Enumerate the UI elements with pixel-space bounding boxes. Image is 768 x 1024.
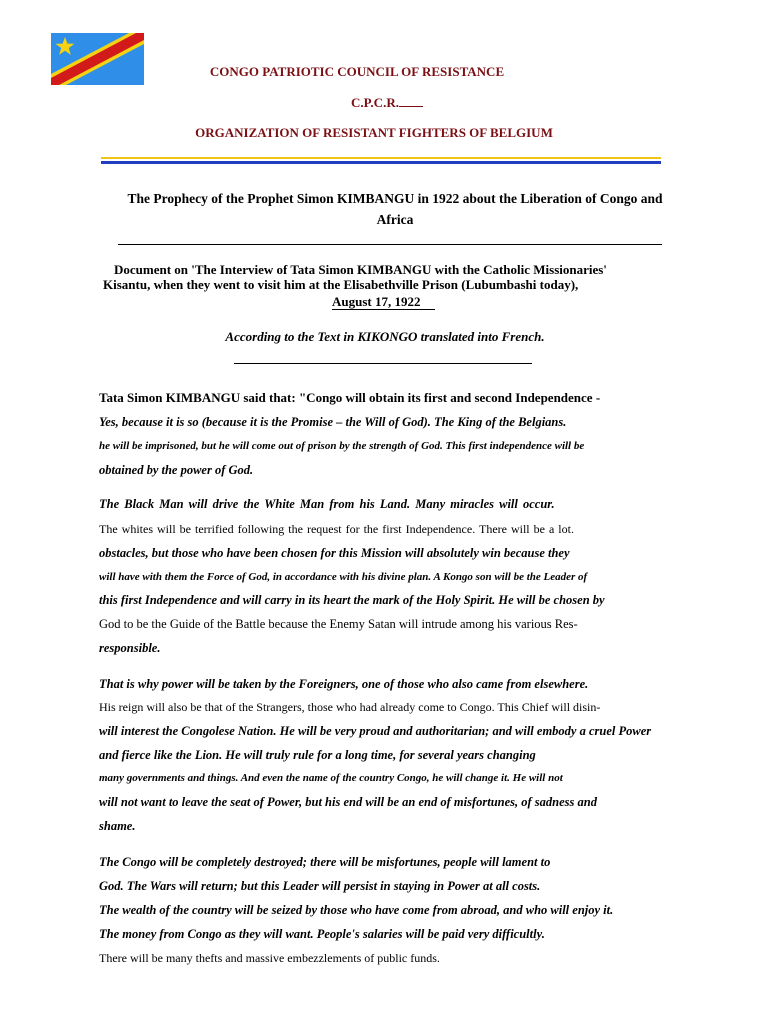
header-divider-blue — [101, 161, 661, 164]
para3-line5: many governments and things. And even the name of the country Congo, he will change it. He will not — [99, 772, 563, 784]
para2-line1: The Black Man will drive the White Man from his Land. Many miracles will occur. — [99, 497, 555, 511]
para3-line2: His reign will also be that of the Strangers, those who had already come to Congo. This Chief will disin- — [99, 700, 601, 714]
para3-line7: shame. — [99, 819, 136, 833]
para2-line3: obstacles, but those who have been chosen for this Mission will absolutely win because they — [99, 546, 570, 560]
para2-line2: The whites will be terrified following the request for the first Independence. There will be a lot. — [99, 522, 574, 536]
para4-line3: The wealth of the country will be seized by those who have come from abroad, and who will enjoy it. — [99, 903, 614, 917]
drc-flag-image — [51, 33, 144, 85]
title-underline — [118, 244, 662, 245]
para4-line4: The money from Congo as they will want. People's salaries will be paid very difficultly. — [99, 927, 545, 941]
translation-note: According to the Text in KIKONGO translated into French. — [225, 329, 545, 344]
para4-line1: The Congo will be completely destroyed; there will be misfortunes, people will lament to — [99, 855, 551, 869]
para3-line6: will not want to leave the seat of Power, but his end will be an end of misfortunes, of sadness and — [99, 795, 597, 809]
para1-line1: Tata Simon KIMBANGU said that: "Congo will obtain its first and second Independence - — [99, 390, 601, 405]
para1-line4: obtained by the power of God. — [99, 463, 254, 477]
para4-line2: God. The Wars will return; but this Leader will persist in staying in Power at all costs. — [99, 879, 541, 893]
para3-line3: will interest the Congolese Nation. He will be very proud and authoritarian; and will embody a cruel Power — [99, 724, 652, 738]
header-divider-yellow — [101, 157, 661, 159]
intro-line-1: Document on 'The Interview of Tata Simon KIMBANGU with the Catholic Missionaries' — [114, 262, 607, 277]
document-title: The Prophecy of the Prophet Simon KIMBANGU in 1922 about the Liberation of Congo and Africa — [127, 191, 663, 227]
para2-line7: responsible. — [99, 641, 161, 655]
para2-line5: this first Independence and will carry in its heart the mark of the Holy Spirit. He will be chosen by — [99, 593, 605, 607]
para4-line5: There will be many thefts and massive embezzlements of public funds. — [99, 951, 440, 965]
para1-line3: he will be imprisoned, but he will come out of prison by the strength of God. This first independence will be — [99, 440, 585, 452]
intro-date: August 17, 1922 — [332, 294, 435, 310]
para3-line1: That is why power will be taken by the Foreigners, one of those who also came from elsewhere. — [99, 677, 589, 691]
para2-line6: God to be the Guide of the Battle because the Enemy Satan will intrude among his various Res- — [99, 617, 578, 631]
para2-line4: will have with them the Force of God, in accordance with his divine plan. A Kongo son will be the Leader of — [99, 571, 588, 583]
intro-line-2: Kisantu, when they went to visit him at the Elisabethville Prison (Lubumbashi today), — [103, 277, 579, 292]
note-underline — [234, 363, 532, 364]
para3-line4: and fierce like the Lion. He will truly rule for a long time, for several years changing — [99, 748, 536, 762]
para1-line2: Yes, because it is so (because it is the Promise – the Will of God). The King of the Belgians. — [99, 415, 567, 429]
